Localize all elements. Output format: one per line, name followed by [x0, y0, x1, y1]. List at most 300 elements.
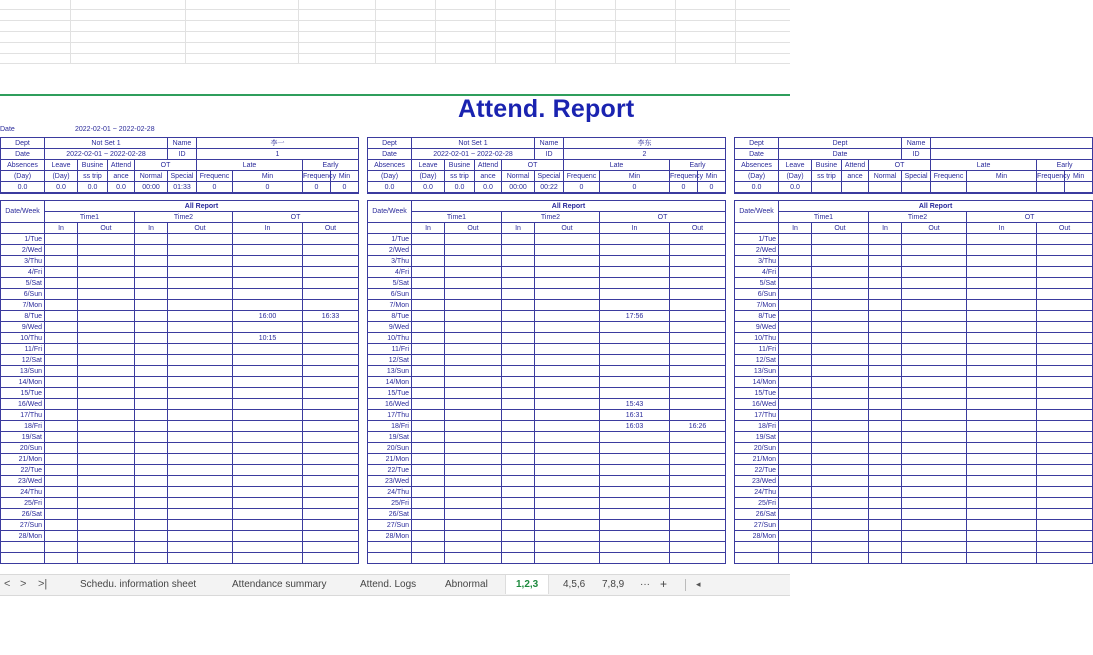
ot-out-cell[interactable] — [1037, 234, 1093, 245]
ot-out-cell[interactable] — [1037, 300, 1093, 311]
day-label[interactable]: 11/Fri — [368, 344, 412, 355]
time2-out-cell[interactable] — [902, 465, 967, 476]
add-sheet-button[interactable]: + — [660, 577, 668, 591]
time2-out-cell[interactable] — [535, 432, 600, 443]
time1-out-cell[interactable] — [445, 498, 502, 509]
late-min-header[interactable]: Min — [600, 171, 670, 182]
ot-out-cell[interactable] — [303, 377, 359, 388]
id-value[interactable] — [931, 149, 1093, 160]
day-label[interactable]: 13/Sun — [1, 366, 45, 377]
day-label[interactable]: 20/Sun — [368, 443, 412, 454]
ot-in-cell[interactable] — [600, 366, 670, 377]
day-label[interactable]: 8/Tue — [1, 311, 45, 322]
time2-out-cell[interactable] — [902, 289, 967, 300]
time1-out-cell[interactable] — [445, 333, 502, 344]
leave-header[interactable]: Leave — [779, 160, 812, 171]
time2-in-cell[interactable] — [502, 300, 535, 311]
ot-out-cell[interactable] — [670, 531, 726, 542]
time2-in-cell[interactable] — [869, 311, 902, 322]
time1-out-cell[interactable] — [445, 311, 502, 322]
time2-out-cell[interactable] — [535, 267, 600, 278]
time2-in-cell[interactable] — [135, 377, 168, 388]
time1-in-cell[interactable] — [412, 410, 445, 421]
day-label[interactable]: 28/Mon — [735, 531, 779, 542]
time1-out-cell[interactable] — [78, 443, 135, 454]
ot-in-cell[interactable] — [967, 267, 1037, 278]
time2-out-cell[interactable] — [168, 245, 233, 256]
time2-out-cell[interactable] — [902, 355, 967, 366]
time1-in-cell[interactable] — [779, 278, 812, 289]
time1-in-cell[interactable] — [779, 355, 812, 366]
time2-in-cell[interactable] — [869, 476, 902, 487]
time1-out-cell[interactable] — [78, 234, 135, 245]
time2-out-cell[interactable] — [168, 344, 233, 355]
ot-in-header[interactable]: In — [967, 223, 1037, 234]
ot-special-header[interactable]: Special — [902, 171, 931, 182]
time2-out-cell[interactable] — [902, 454, 967, 465]
time2-out-cell[interactable] — [902, 311, 967, 322]
ot-out-cell[interactable] — [670, 465, 726, 476]
time1-in-cell[interactable] — [45, 300, 78, 311]
day-label[interactable]: 7/Mon — [368, 300, 412, 311]
summary-value[interactable]: 0.0 — [475, 182, 502, 194]
late-min-header[interactable]: Min — [233, 171, 303, 182]
ot-out-cell[interactable] — [303, 322, 359, 333]
day-label[interactable]: 20/Sun — [735, 443, 779, 454]
absences-unit[interactable]: (Day) — [735, 171, 779, 182]
ot-out-cell[interactable] — [670, 399, 726, 410]
time1-in-cell[interactable] — [779, 410, 812, 421]
time2-in-cell[interactable] — [502, 366, 535, 377]
time2-in-cell[interactable] — [502, 520, 535, 531]
blank-cell[interactable] — [303, 542, 359, 553]
ot-in-cell[interactable] — [233, 443, 303, 454]
ot-out-cell[interactable] — [1037, 509, 1093, 520]
time2-out-cell[interactable] — [168, 234, 233, 245]
ot-in-cell[interactable] — [600, 509, 670, 520]
ot-out-cell[interactable] — [303, 245, 359, 256]
summary-value[interactable] — [967, 182, 1037, 194]
time2-out-cell[interactable] — [902, 333, 967, 344]
day-label[interactable]: 10/Thu — [735, 333, 779, 344]
time2-out-cell[interactable] — [535, 509, 600, 520]
time1-out-cell[interactable] — [78, 377, 135, 388]
time1-in-cell[interactable] — [45, 344, 78, 355]
time1-out-cell[interactable] — [78, 476, 135, 487]
day-label[interactable]: 1/Tue — [368, 234, 412, 245]
time1-out-cell[interactable] — [445, 267, 502, 278]
day-label[interactable]: 13/Sun — [735, 366, 779, 377]
time2-out-cell[interactable] — [535, 311, 600, 322]
time1-in-cell[interactable] — [45, 454, 78, 465]
day-label[interactable]: 26/Sat — [368, 509, 412, 520]
time2-in-cell[interactable] — [135, 454, 168, 465]
blank-cell[interactable] — [967, 553, 1037, 564]
time2-out-cell[interactable] — [168, 333, 233, 344]
day-label[interactable]: 10/Thu — [1, 333, 45, 344]
time1-out-cell[interactable] — [78, 487, 135, 498]
day-label[interactable]: 28/Mon — [368, 531, 412, 542]
ot-in-cell[interactable]: 15:43 — [600, 399, 670, 410]
time2-out-cell[interactable] — [535, 454, 600, 465]
time2-in-cell[interactable] — [869, 234, 902, 245]
time1-out-cell[interactable] — [445, 388, 502, 399]
ot-out-cell[interactable] — [670, 454, 726, 465]
time1-in-cell[interactable] — [412, 366, 445, 377]
time1-in-cell[interactable] — [45, 520, 78, 531]
late-header[interactable]: Late — [564, 160, 670, 171]
scroll-left-icon[interactable]: ◂ — [696, 579, 701, 589]
time2-in-cell[interactable] — [869, 366, 902, 377]
ot-in-cell[interactable] — [233, 344, 303, 355]
ot-in-cell[interactable] — [967, 421, 1037, 432]
time2-out-cell[interactable] — [168, 432, 233, 443]
time1-in-cell[interactable] — [412, 333, 445, 344]
ot-in-cell[interactable] — [967, 487, 1037, 498]
time1-out-cell[interactable] — [445, 410, 502, 421]
time1-out-cell[interactable] — [812, 421, 869, 432]
ot-in-cell[interactable] — [233, 498, 303, 509]
id-label[interactable]: ID — [902, 149, 931, 160]
ot-out-cell[interactable] — [670, 498, 726, 509]
time2-out-cell[interactable] — [902, 278, 967, 289]
summary-value[interactable] — [842, 182, 869, 194]
tab-last-button[interactable]: >| — [38, 578, 48, 590]
time2-in-cell[interactable] — [135, 443, 168, 454]
early-frequency-header[interactable]: Frequency — [1037, 172, 1071, 180]
summary-value[interactable]: 0 — [698, 182, 726, 194]
time2-in-cell[interactable] — [135, 366, 168, 377]
blank-cell[interactable] — [368, 542, 412, 553]
time1-in-cell[interactable] — [412, 443, 445, 454]
time1-out-cell[interactable] — [78, 520, 135, 531]
time1-in-cell[interactable] — [779, 454, 812, 465]
ot-in-cell[interactable] — [233, 322, 303, 333]
day-label[interactable]: 12/Sat — [735, 355, 779, 366]
ot-in-cell[interactable] — [967, 300, 1037, 311]
time1-in-cell[interactable] — [779, 333, 812, 344]
time1-in-cell[interactable] — [779, 520, 812, 531]
late-frequency-header[interactable]: Frequenc — [564, 171, 600, 182]
blank-cell[interactable] — [869, 553, 902, 564]
ot-out-cell[interactable]: 16:26 — [670, 421, 726, 432]
ot-out-cell[interactable] — [303, 498, 359, 509]
summary-value[interactable] — [869, 182, 902, 194]
id-value[interactable]: 1 — [197, 149, 359, 160]
ot-out-cell[interactable] — [303, 388, 359, 399]
time2-in-header[interactable]: In — [869, 223, 902, 234]
ot-out-cell[interactable] — [303, 465, 359, 476]
time2-in-cell[interactable] — [869, 300, 902, 311]
summary-value[interactable]: 0 — [303, 182, 331, 194]
attendance-header[interactable]: Attend — [475, 160, 502, 171]
ot-in-cell[interactable] — [233, 388, 303, 399]
day-label[interactable]: 14/Mon — [368, 377, 412, 388]
ot-in-cell[interactable] — [233, 245, 303, 256]
tab-schedu-information-sheet[interactable]: Schedu. information sheet — [80, 579, 197, 590]
ot-in-cell[interactable]: 16:00 — [233, 311, 303, 322]
time2-in-cell[interactable] — [502, 234, 535, 245]
leave-unit[interactable]: (Day) — [779, 171, 812, 182]
time2-out-header[interactable]: Out — [902, 223, 967, 234]
time2-out-cell[interactable] — [535, 421, 600, 432]
day-label[interactable]: 1/Tue — [735, 234, 779, 245]
time2-in-cell[interactable] — [135, 311, 168, 322]
day-label[interactable]: 21/Mon — [1, 454, 45, 465]
ot-out-cell[interactable] — [303, 234, 359, 245]
time2-out-cell[interactable] — [168, 399, 233, 410]
day-label[interactable]: 23/Wed — [1, 476, 45, 487]
ot-normal-header[interactable]: Normal — [502, 171, 535, 182]
time2-out-cell[interactable] — [535, 234, 600, 245]
ot-in-cell[interactable] — [967, 520, 1037, 531]
late-min-header[interactable]: Min — [967, 171, 1037, 182]
date-week-subheader[interactable] — [368, 223, 412, 234]
tab-7-8-9[interactable]: 7,8,9 — [602, 579, 625, 590]
time1-out-cell[interactable] — [445, 289, 502, 300]
time1-out-cell[interactable] — [445, 531, 502, 542]
day-label[interactable]: 18/Fri — [1, 421, 45, 432]
blank-cell[interactable] — [670, 553, 726, 564]
time2-in-header[interactable]: In — [135, 223, 168, 234]
ot-in-cell[interactable] — [967, 465, 1037, 476]
leave-header[interactable]: Leave — [412, 160, 445, 171]
time1-out-cell[interactable] — [78, 388, 135, 399]
id-label[interactable]: ID — [168, 149, 197, 160]
name-label[interactable]: Name — [168, 138, 197, 149]
time2-out-cell[interactable] — [902, 388, 967, 399]
blank-cell[interactable] — [78, 542, 135, 553]
business-trip-header[interactable]: Busine — [78, 160, 108, 171]
summary-value[interactable]: 0 — [564, 182, 600, 194]
absences-unit[interactable]: (Day) — [1, 171, 45, 182]
time1-header[interactable]: Time1 — [45, 212, 135, 223]
time1-in-cell[interactable] — [412, 454, 445, 465]
time1-in-cell[interactable] — [412, 399, 445, 410]
ot-out-cell[interactable] — [1037, 520, 1093, 531]
late-header[interactable]: Late — [197, 160, 303, 171]
time2-in-cell[interactable] — [502, 487, 535, 498]
time1-in-cell[interactable] — [412, 245, 445, 256]
summary-value[interactable]: 0.0 — [108, 182, 135, 194]
ot-in-cell[interactable] — [600, 355, 670, 366]
time1-out-cell[interactable] — [812, 245, 869, 256]
ot-in-cell[interactable] — [967, 377, 1037, 388]
ot-out-cell[interactable] — [1037, 421, 1093, 432]
ot-in-cell[interactable] — [233, 509, 303, 520]
time2-out-cell[interactable] — [535, 245, 600, 256]
time1-out-cell[interactable] — [812, 366, 869, 377]
id-value[interactable]: 2 — [564, 149, 726, 160]
summary-value[interactable]: 01:33 — [168, 182, 197, 194]
time2-out-cell[interactable] — [902, 476, 967, 487]
time1-in-cell[interactable] — [45, 421, 78, 432]
ot-in-cell[interactable] — [233, 267, 303, 278]
early-min-header[interactable]: Min — [698, 171, 726, 182]
time1-in-cell[interactable] — [45, 487, 78, 498]
all-report-header[interactable]: All Report — [45, 201, 359, 212]
time2-out-cell[interactable] — [168, 322, 233, 333]
day-label[interactable]: 17/Thu — [735, 410, 779, 421]
time2-in-cell[interactable] — [135, 278, 168, 289]
time1-out-cell[interactable] — [812, 234, 869, 245]
time2-in-cell[interactable] — [502, 245, 535, 256]
ot-in-cell[interactable] — [233, 377, 303, 388]
tab-attend-logs[interactable]: Attend. Logs — [360, 579, 417, 590]
time2-out-cell[interactable] — [168, 410, 233, 421]
ot-in-cell[interactable] — [233, 410, 303, 421]
day-label[interactable]: 22/Tue — [735, 465, 779, 476]
time2-out-cell[interactable] — [168, 267, 233, 278]
time2-in-cell[interactable] — [135, 300, 168, 311]
time1-in-cell[interactable] — [412, 278, 445, 289]
summary-value[interactable]: 0.0 — [412, 182, 445, 194]
time1-in-cell[interactable] — [412, 498, 445, 509]
time2-out-cell[interactable] — [535, 344, 600, 355]
blank-cell[interactable] — [502, 542, 535, 553]
ot-out-cell[interactable] — [303, 289, 359, 300]
dept-value[interactable]: Not Set 1 — [45, 138, 168, 149]
ot-out-cell[interactable] — [670, 289, 726, 300]
ot-in-cell[interactable] — [600, 520, 670, 531]
time1-in-cell[interactable] — [45, 267, 78, 278]
time1-out-cell[interactable] — [78, 300, 135, 311]
time1-out-cell[interactable] — [445, 344, 502, 355]
ot-out-cell[interactable] — [1037, 267, 1093, 278]
time2-in-cell[interactable] — [502, 333, 535, 344]
time1-in-cell[interactable] — [412, 289, 445, 300]
time2-out-cell[interactable] — [168, 289, 233, 300]
time1-out-cell[interactable] — [445, 421, 502, 432]
time2-in-cell[interactable] — [135, 465, 168, 476]
time2-header[interactable]: Time2 — [135, 212, 233, 223]
blank-cell[interactable] — [233, 542, 303, 553]
time2-in-cell[interactable] — [135, 498, 168, 509]
time2-in-cell[interactable] — [502, 388, 535, 399]
ot-in-cell[interactable] — [967, 256, 1037, 267]
ot-out-cell[interactable] — [1037, 245, 1093, 256]
tab-4-5-6[interactable]: 4,5,6 — [563, 579, 586, 590]
date-label[interactable]: Date — [368, 149, 412, 160]
ot-section-header[interactable]: OT — [233, 212, 359, 223]
time1-in-header[interactable]: In — [412, 223, 445, 234]
day-label[interactable]: 19/Sat — [368, 432, 412, 443]
day-label[interactable]: 5/Sat — [368, 278, 412, 289]
ot-in-cell[interactable] — [967, 476, 1037, 487]
ot-in-cell[interactable] — [967, 366, 1037, 377]
time2-in-cell[interactable] — [869, 333, 902, 344]
time1-out-header[interactable]: Out — [445, 223, 502, 234]
ot-out-cell[interactable] — [303, 509, 359, 520]
date-range-value[interactable]: 2022-02-01 ~ 2022-02-28 — [45, 149, 168, 160]
day-label[interactable]: 27/Sun — [735, 520, 779, 531]
time1-in-cell[interactable] — [412, 344, 445, 355]
time1-out-cell[interactable] — [812, 509, 869, 520]
summary-value[interactable]: 00:00 — [502, 182, 535, 194]
dept-value[interactable]: Not Set 1 — [412, 138, 535, 149]
dept-label[interactable]: Dept — [1, 138, 45, 149]
time2-in-cell[interactable] — [869, 322, 902, 333]
time2-in-cell[interactable] — [869, 465, 902, 476]
time2-out-cell[interactable] — [902, 443, 967, 454]
name-label[interactable]: Name — [902, 138, 931, 149]
blank-cell[interactable] — [168, 542, 233, 553]
day-label[interactable]: 15/Tue — [1, 388, 45, 399]
time2-out-cell[interactable] — [168, 520, 233, 531]
blank-cell[interactable] — [78, 553, 135, 564]
ot-in-cell[interactable] — [600, 344, 670, 355]
time1-out-cell[interactable] — [445, 322, 502, 333]
time1-out-cell[interactable] — [812, 355, 869, 366]
time1-in-cell[interactable] — [779, 487, 812, 498]
time2-in-cell[interactable] — [135, 289, 168, 300]
time1-out-cell[interactable] — [812, 498, 869, 509]
time2-in-cell[interactable] — [869, 421, 902, 432]
day-label[interactable]: 8/Tue — [735, 311, 779, 322]
time2-out-cell[interactable] — [535, 487, 600, 498]
day-label[interactable]: 27/Sun — [368, 520, 412, 531]
time1-out-cell[interactable] — [78, 432, 135, 443]
time1-out-cell[interactable] — [445, 245, 502, 256]
summary-value[interactable]: 0.0 — [779, 182, 812, 194]
ot-in-cell[interactable] — [600, 498, 670, 509]
ot-out-cell[interactable] — [670, 410, 726, 421]
ot-normal-header[interactable]: Normal — [869, 171, 902, 182]
early-min-header[interactable]: Min — [1065, 171, 1093, 182]
time1-in-cell[interactable] — [45, 410, 78, 421]
blank-cell[interactable] — [902, 542, 967, 553]
ot-out-cell[interactable] — [1037, 311, 1093, 322]
time2-out-cell[interactable] — [902, 256, 967, 267]
ot-out-cell[interactable] — [1037, 344, 1093, 355]
time2-out-cell[interactable] — [535, 520, 600, 531]
ot-out-cell[interactable] — [670, 443, 726, 454]
day-label[interactable]: 25/Fri — [735, 498, 779, 509]
day-label[interactable]: 11/Fri — [735, 344, 779, 355]
summary-value[interactable]: 00:00 — [135, 182, 168, 194]
time2-header[interactable]: Time2 — [502, 212, 600, 223]
time1-in-cell[interactable] — [779, 399, 812, 410]
time1-in-cell[interactable] — [45, 465, 78, 476]
time1-in-cell[interactable] — [779, 432, 812, 443]
day-label[interactable]: 13/Sun — [368, 366, 412, 377]
time2-out-cell[interactable] — [902, 487, 967, 498]
time2-in-cell[interactable] — [869, 399, 902, 410]
time1-in-cell[interactable] — [45, 311, 78, 322]
day-label[interactable]: 20/Sun — [1, 443, 45, 454]
time2-in-cell[interactable] — [135, 355, 168, 366]
time2-out-cell[interactable] — [902, 344, 967, 355]
day-label[interactable]: 17/Thu — [1, 410, 45, 421]
time1-out-cell[interactable] — [812, 300, 869, 311]
time1-out-cell[interactable] — [812, 487, 869, 498]
time1-out-header[interactable]: Out — [78, 223, 135, 234]
attendance-header-2[interactable]: ance — [842, 171, 869, 182]
blank-cell[interactable] — [45, 542, 78, 553]
time1-in-cell[interactable] — [779, 366, 812, 377]
day-label[interactable]: 18/Fri — [368, 421, 412, 432]
time2-in-cell[interactable] — [135, 344, 168, 355]
ot-out-cell[interactable] — [670, 344, 726, 355]
time1-in-cell[interactable] — [779, 311, 812, 322]
ot-out-cell[interactable] — [1037, 399, 1093, 410]
day-label[interactable]: 16/Wed — [1, 399, 45, 410]
ot-in-cell[interactable] — [600, 256, 670, 267]
time1-in-cell[interactable] — [779, 267, 812, 278]
time1-in-cell[interactable] — [45, 333, 78, 344]
time1-out-cell[interactable] — [812, 410, 869, 421]
ot-out-cell[interactable] — [1037, 333, 1093, 344]
